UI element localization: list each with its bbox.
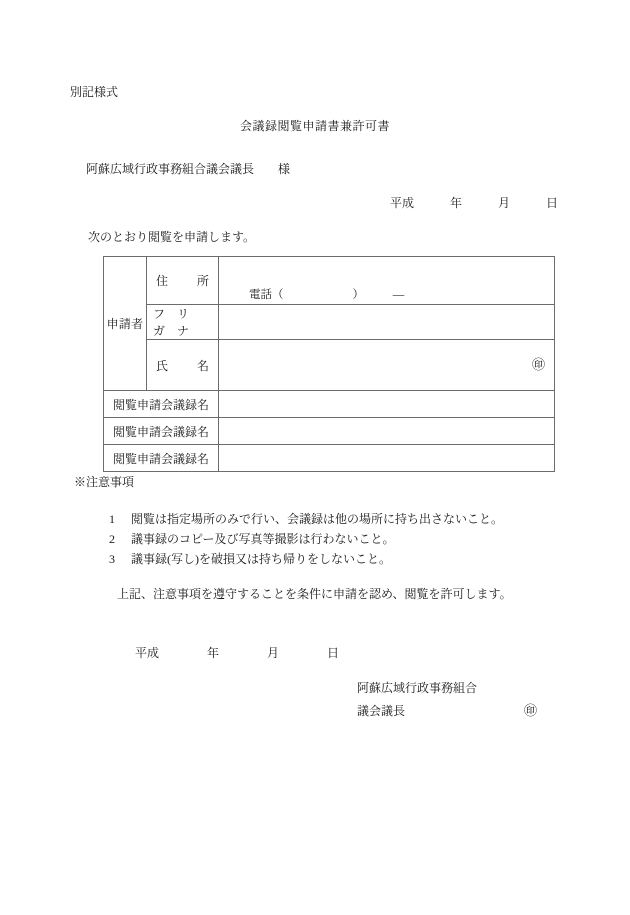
addressee-line: 阿蘇広域行政事務組合議会議長 様: [86, 162, 291, 176]
application-table: [103, 256, 555, 472]
note-number: 3: [109, 552, 115, 566]
table-row-name: [104, 340, 555, 391]
permission-statement: 上記、注意事項を遵守することを条件に申請を認め、閲覧を許可します。: [117, 587, 512, 601]
address-label-char-1: 住: [156, 274, 169, 288]
permission-date-line: 平成 年 月 日: [135, 646, 340, 660]
table-row-address: [104, 257, 555, 305]
minutes-name-label: 閲覧申請会議録名: [104, 445, 219, 472]
table-row: [104, 445, 555, 472]
address-label-cell: [147, 257, 219, 305]
address-label-char-2: 所: [196, 274, 209, 288]
note-item: [97, 535, 391, 582]
minutes-name-input[interactable]: [219, 418, 555, 445]
note-number: 1: [109, 512, 115, 526]
seal-icon: ㊞: [531, 357, 545, 372]
signature-role: 議会議長: [357, 704, 406, 718]
applicant-label: 申請者: [104, 257, 147, 391]
note-text: 議事録(写し)を破損又は持ち帰りをしないこと。: [131, 552, 391, 566]
note-text: 閲覧は指定場所のみで行い、会議録は他の場所に持ち出さないこと。: [131, 512, 504, 526]
lead-statement: 次のとおり閲覧を申請します。: [88, 230, 256, 244]
table-row: [104, 418, 555, 445]
minutes-name-label: 閲覧申請会議録名: [104, 391, 219, 418]
notes-heading: ※注意事項: [74, 475, 135, 489]
address-input-cell[interactable]: [219, 257, 555, 305]
application-date-line: 平成 年 月 日: [389, 196, 558, 210]
minutes-name-input[interactable]: [219, 445, 555, 472]
table-row-furigana: [104, 305, 555, 340]
table-row: [104, 391, 555, 418]
name-input-cell[interactable]: [219, 340, 555, 391]
name-label-char-1: 氏: [156, 358, 169, 373]
minutes-name-input[interactable]: [219, 391, 555, 418]
form-code-label: 別記様式: [70, 85, 119, 99]
name-label-char-2: 名: [196, 358, 209, 373]
note-number: 2: [109, 532, 115, 546]
document-title: 会議録閲覧申請書兼許可書: [239, 119, 390, 133]
minutes-name-label: 閲覧申請会議録名: [104, 418, 219, 445]
name-label-cell: [147, 340, 219, 391]
signature-organization: 阿蘇広域行政事務組合: [357, 681, 478, 695]
signature-seal-icon: ㊞: [524, 703, 538, 718]
furigana-input-cell[interactable]: [219, 305, 555, 340]
furigana-label-cell: [147, 305, 219, 340]
phone-number-line: 電話（ ） —: [249, 289, 405, 301]
furigana-label: フ リ ガ ナ: [153, 307, 202, 338]
note-text: 議事録のコピー及び写真等撮影は行わないこと。: [131, 532, 395, 546]
